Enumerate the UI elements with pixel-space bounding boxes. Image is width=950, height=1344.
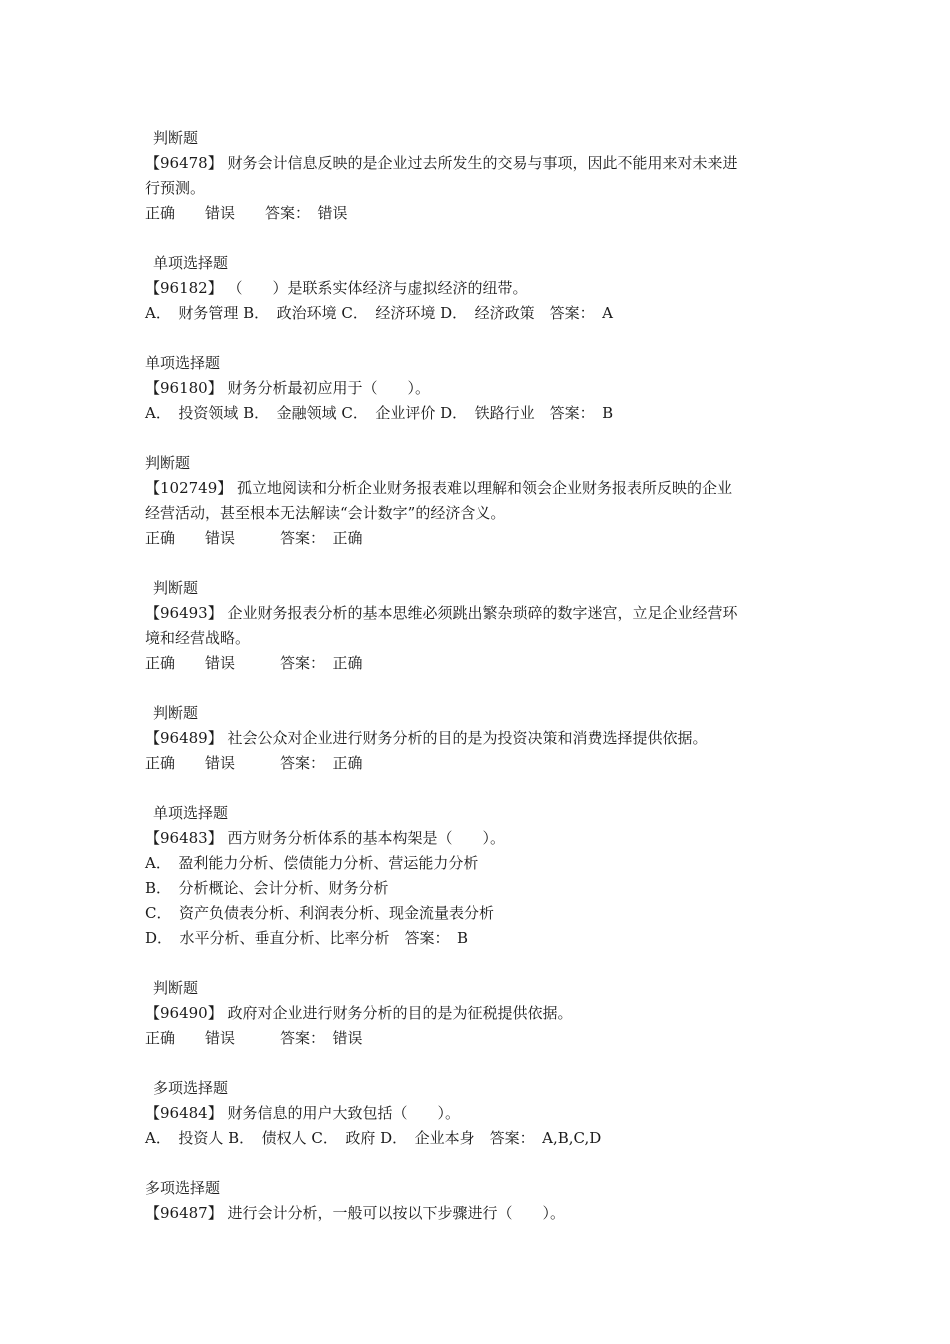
- question-type-heading: 判断题: [153, 579, 199, 597]
- question-block: [145, 126, 815, 226]
- question-text-line: 【96478】 财务会计信息反映的是企业过去所发生的交易与事项，因此不能用来对未来进: [145, 154, 738, 172]
- answer-line: 正确 错误 答案： 错误: [145, 204, 348, 222]
- question-type-heading: 单项选择题: [153, 254, 229, 272]
- answer-line: 正确 错误 答案： 正确: [145, 654, 363, 672]
- question-block: [145, 701, 815, 776]
- question-text-line: 【102749】 孤立地阅读和分析企业财务报表难以理解和领会企业财务报表所反映的企业: [145, 479, 733, 497]
- option-line: A． 盈利能力分析、偿债能力分析、营运能力分析: [145, 854, 479, 872]
- question-block: [145, 1176, 815, 1226]
- question-text-line: 经营活动，甚至根本无法解读“会计数字”的经济含义。: [145, 504, 506, 522]
- question-type-heading: 多项选择题: [145, 1179, 221, 1197]
- question-block: [145, 576, 815, 676]
- question-text-line: 【96180】 财务分析最初应用于（ ）。: [145, 379, 430, 397]
- question-type-heading: 多项选择题: [153, 1079, 229, 1097]
- question-block: [145, 801, 815, 951]
- question-type-heading: 判断题: [153, 129, 199, 147]
- answer-line: A． 投资人 B． 债权人 C． 政府 D． 企业本身 答案： A,B,C,D: [145, 1129, 602, 1147]
- question-text-line: 【96493】 企业财务报表分析的基本思维必须跳出繁杂琐碎的数字迷宫，立足企业经营环: [145, 604, 738, 622]
- question-text-line: 境和经营战略。: [145, 629, 251, 647]
- answer-line: 正确 错误 答案： 正确: [145, 754, 363, 772]
- question-block: [145, 251, 815, 326]
- option-line: B． 分析概论、会计分析、财务分析: [145, 879, 389, 897]
- question-text-line: 行预测。: [145, 179, 206, 197]
- question-text-line: 【96490】 政府对企业进行财务分析的目的是为征税提供依据。: [145, 1004, 573, 1022]
- document-body: [145, 126, 815, 1226]
- question-type-heading: 判断题: [153, 979, 199, 997]
- question-text-line: 【96487】 进行会计分析，一般可以按以下步骤进行（ ）。: [145, 1204, 565, 1222]
- answer-line: A． 投资领域 B． 金融领域 C． 企业评价 D． 铁路行业 答案： B: [145, 404, 614, 422]
- answer-line: 正确 错误 答案： 正确: [145, 529, 363, 547]
- answer-line: D． 水平分析、垂直分析、比率分析 答案： B: [145, 929, 469, 947]
- question-type-heading: 单项选择题: [153, 804, 229, 822]
- question-text-line: 【96484】 财务信息的用户大致包括（ ）。: [145, 1104, 460, 1122]
- question-block: [145, 976, 815, 1051]
- answer-line: A． 财务管理 B． 政治环境 C． 经济环境 D． 经济政策 答案： A: [145, 304, 613, 322]
- question-type-heading: 判断题: [153, 704, 199, 722]
- answer-line: 正确 错误 答案： 错误: [145, 1029, 363, 1047]
- question-type-heading: 判断题: [145, 454, 191, 472]
- question-text-line: 【96483】 西方财务分析体系的基本构架是（ ）。: [145, 829, 505, 847]
- question-text-line: 【96182】 （ ）是联系实体经济与虚拟经济的纽带。: [145, 279, 528, 297]
- question-text-line: 【96489】 社会公众对企业进行财务分析的目的是为投资决策和消费选择提供依据。: [145, 729, 708, 747]
- question-block: [145, 1076, 815, 1151]
- question-block: [145, 351, 815, 426]
- question-block: [145, 451, 815, 551]
- question-type-heading: 单项选择题: [145, 354, 221, 372]
- option-line: C． 资产负债表分析、利润表分析、现金流量表分析: [145, 904, 494, 922]
